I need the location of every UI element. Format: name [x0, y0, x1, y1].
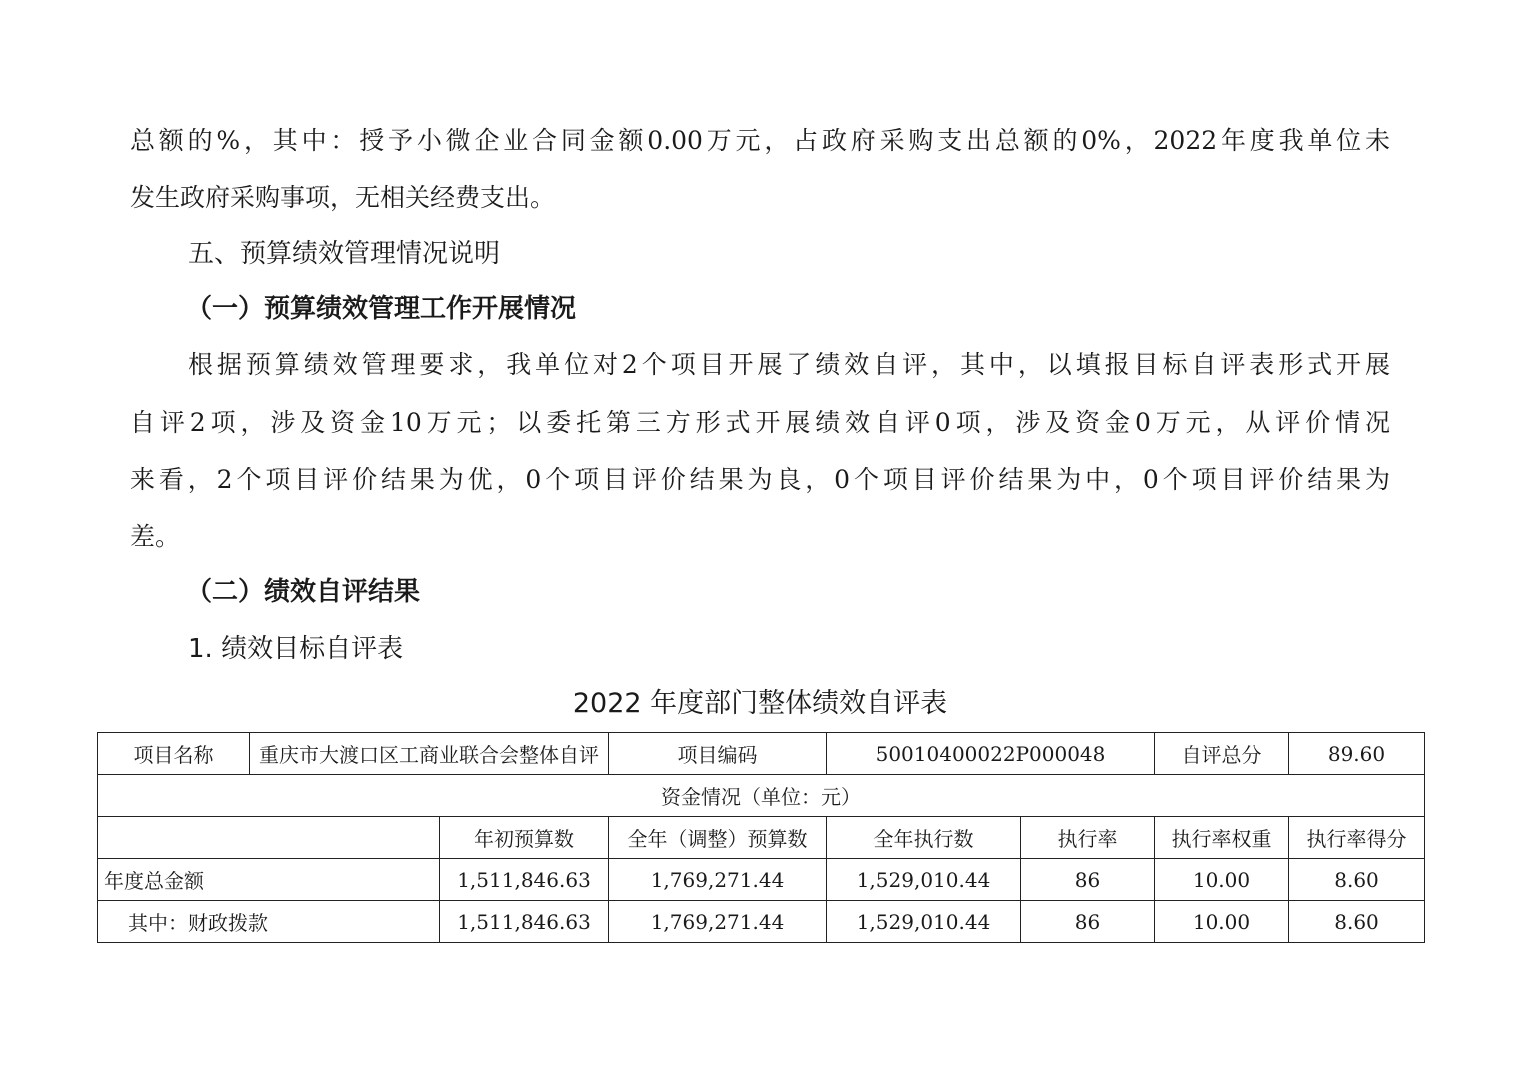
column-header: 执行率权重 — [1155, 817, 1289, 859]
project-code-value: 50010400022P000048 — [827, 733, 1155, 775]
cell-executed: 1,529,010.44 — [827, 859, 1021, 901]
table-title: 2022 年度部门整体绩效自评表 — [572, 688, 948, 719]
cell-rate: 86 — [1021, 859, 1155, 901]
paragraph-line: 差。 — [130, 522, 181, 551]
paragraph-line: 发生政府采购事项，无相关经费支出。 — [130, 183, 556, 212]
paragraph-line: 来看，2个项目评价结果为优，0个项目评价结果为良，0个项目评价结果为中，0个项目评价结果为 — [130, 465, 1390, 494]
cell-adjusted-budget: 1,769,271.44 — [609, 859, 827, 901]
cell-rate: 86 — [1021, 901, 1155, 943]
table-row — [98, 901, 1425, 943]
cell-adjusted-budget: 1,769,271.44 — [609, 901, 827, 943]
cell-executed: 1,529,010.44 — [827, 901, 1021, 943]
project-name-value: 重庆市大渡口区工商业联合会整体自评 — [250, 733, 609, 775]
cell-initial-budget: 1,511,846.63 — [440, 859, 609, 901]
column-header: 全年（调整）预算数 — [609, 817, 827, 859]
row-label: 其中：财政拨款 — [98, 901, 440, 943]
funds-header: 资金情况（单位：元） — [98, 775, 1425, 817]
project-name-label: 项目名称 — [98, 733, 250, 775]
paragraph-line: 根据预算绩效管理要求，我单位对2个项目开展了绩效自评，其中，以填报目标自评表形式开展 — [188, 350, 1390, 379]
row-label: 年度总金额 — [98, 859, 440, 901]
cell-score: 8.60 — [1289, 859, 1425, 901]
paragraph-line: 自评2项，涉及资金10万元；以委托第三方形式开展绩效自评0项，涉及资金0万元，从评价情况 — [130, 408, 1390, 437]
cell-weight: 10.00 — [1155, 901, 1289, 943]
project-code-label: 项目编码 — [609, 733, 827, 775]
total-score-label: 自评总分 — [1155, 733, 1289, 775]
cell-weight: 10.00 — [1155, 859, 1289, 901]
item-heading: 1. 绩效目标自评表 — [188, 634, 404, 664]
table-row — [98, 733, 1425, 775]
total-score-value: 89.60 — [1289, 733, 1425, 775]
column-header: 年初预算数 — [440, 817, 609, 859]
cell-initial-budget: 1,511,846.63 — [440, 901, 609, 943]
cell-score: 8.60 — [1289, 901, 1425, 943]
table-row — [98, 859, 1425, 901]
column-header: 全年执行数 — [827, 817, 1021, 859]
column-header: 执行率 — [1021, 817, 1155, 859]
column-header: 执行率得分 — [1289, 817, 1425, 859]
paragraph-line: 总额的%，其中：授予小微企业合同金额0.00万元，占政府采购支出总额的0%，2022年度我单位未 — [130, 126, 1390, 155]
performance-table — [97, 732, 1425, 943]
subsection-heading: （二）绩效自评结果 — [186, 577, 421, 607]
table-row — [98, 775, 1425, 817]
subsection-heading: （一）预算绩效管理工作开展情况 — [186, 294, 577, 324]
section-heading: 五、预算绩效管理情况说明 — [188, 239, 501, 269]
column-header — [98, 817, 440, 859]
table-header-row — [98, 817, 1425, 859]
